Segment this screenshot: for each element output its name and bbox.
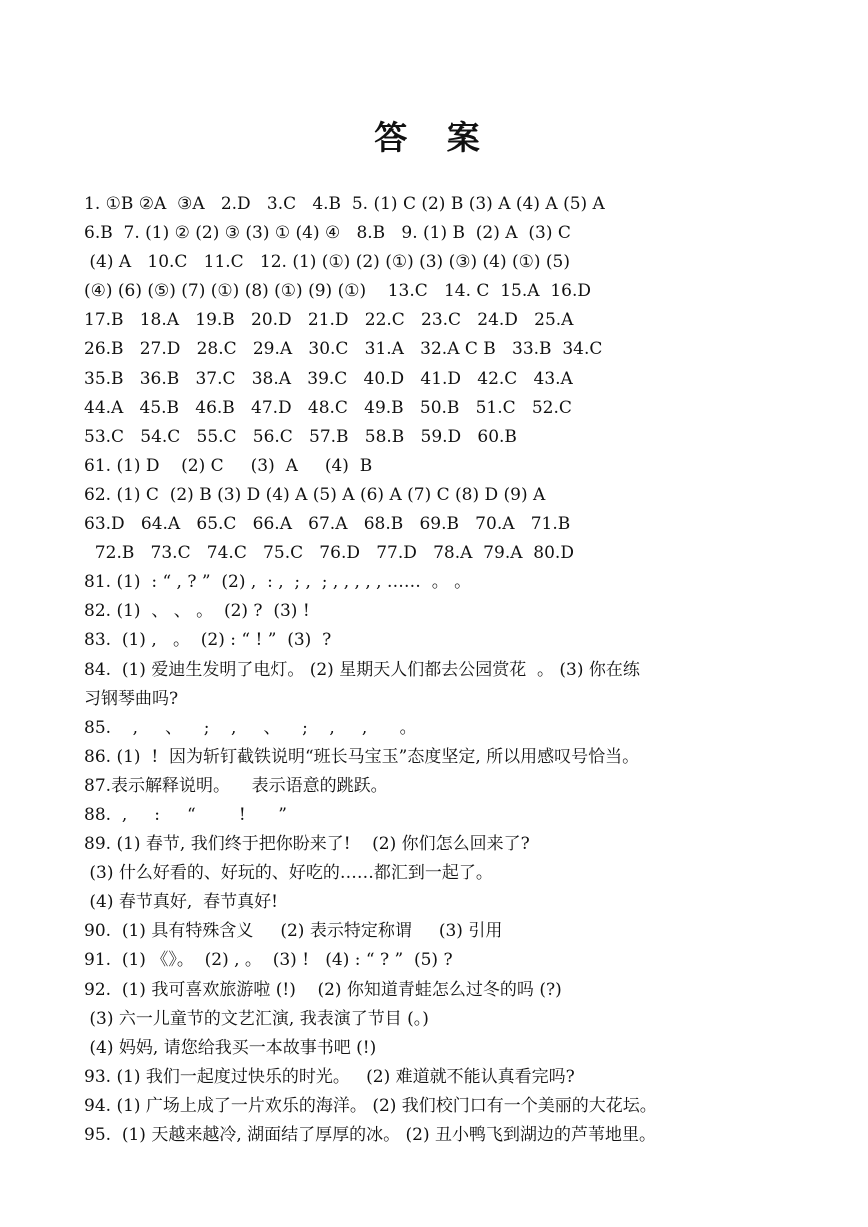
answer-line: (4) 春节真好, 春节真好!	[84, 892, 278, 913]
answer-line: (4) A 10.C 11.C 12. (1) (①) (2) (①) (3) (③) (4) (①) (5)	[84, 252, 570, 273]
answer-lines	[84, 190, 792, 1150]
answer-line: (④) (6) (⑤) (7) (①) (8) (①) (9) (①) 13.C 14. C 15.A 16.D	[84, 281, 591, 302]
answer-line: 94. (1) 广场上成了一片欢乐的海洋。 (2) 我们校门口有一个美丽的大花坛。	[84, 1095, 657, 1116]
answer-line: 63.D 64.A 65.C 66.A 67.A 68.B 69.B 70.A 71.B	[84, 514, 571, 535]
answer-line: 84. (1) 爱迪生发明了电灯。 (2) 星期天人们都去公园赏花 。 (3) 你在练	[84, 659, 640, 680]
answer-line: 93. (1) 我们一起度过快乐的时光。 (2) 难道就不能认真看完吗?	[84, 1066, 575, 1087]
answer-line: 90. (1) 具有特殊含义 (2) 表示特定称谓 (3) 引用	[84, 921, 503, 942]
answer-line: 82. (1) 、 、 。 (2) ? (3) !	[84, 601, 310, 622]
answer-line: 35.B 36.B 37.C 38.A 39.C 40.D 41.D 42.C 43.A	[84, 368, 573, 389]
answer-line: 91. (1) 《》。 (2) , 。 (3) ! (4) : “ ? ” (5) ?	[84, 950, 453, 971]
answer-line: 6.B 7. (1) ② (2) ③ (3) ① (4) ④ 8.B 9. (1) B (2) A (3) C	[84, 223, 571, 244]
answer-line: (3) 什么好看的、好玩的、好吃的……都汇到一起了。	[84, 863, 493, 884]
answer-line: 61. (1) D (2) C (3) A (4) B	[84, 455, 373, 476]
answer-line: (3) 六一儿童节的文艺汇演, 我表演了节目 (。)	[84, 1008, 429, 1029]
answer-line: 72.B 73.C 74.C 75.C 76.D 77.D 78.A 79.A 80.D	[84, 543, 574, 564]
answer-line: (4) 妈妈, 请您给我买一本故事书吧 (!)	[84, 1037, 377, 1058]
answer-line: 85. , 、 ; , 、 ; , , 。	[84, 717, 417, 738]
answer-line: 53.C 54.C 55.C 56.C 57.B 58.B 59.D 60.B	[84, 426, 517, 447]
answer-line: 62. (1) C (2) B (3) D (4) A (5) A (6) A (7) C (8) D (9) A	[84, 484, 546, 505]
answer-line: 83. (1) , 。 (2) : “ ! ” (3) ?	[84, 630, 332, 651]
answer-line: 44.A 45.B 46.B 47.D 48.C 49.B 50.B 51.C 52.C	[84, 397, 572, 418]
answer-line: 17.B 18.A 19.B 20.D 21.D 22.C 23.C 24.D 25.A	[84, 310, 574, 331]
answer-line: 88. , : “ ! ”	[84, 804, 287, 825]
answer-line: 81. (1) : “ , ? ” (2) , : , ; , ; , , , , , …… 。 。	[84, 572, 472, 593]
answer-line: 95. (1) 天越来越冷, 湖面结了厚厚的冰。 (2) 丑小鸭飞到湖边的芦苇地里。	[84, 1125, 657, 1145]
answer-line: 86. (1) ! 因为斩钉截铁说明“班长马宝玉”态度坚定, 所以用感叹号恰当。	[84, 746, 640, 767]
answer-line: 习钢琴曲吗?	[84, 688, 179, 709]
answer-line: 92. (1) 我可喜欢旅游啦 (!) (2) 你知道青蛙怎么过冬的吗 (?)	[84, 979, 562, 1000]
answer-line: 1. ①B ②A ③A 2.D 3.C 4.B 5. (1) C (2) B (3) A (4) A (5) A	[84, 194, 605, 214]
answer-line: 87.表示解释说明。 表示语意的跳跃。	[84, 775, 388, 796]
answer-line: 26.B 27.D 28.C 29.A 30.C 31.A 32.A C B 33.B 34.C	[84, 339, 603, 360]
answer-line: 89. (1) 春节, 我们终于把你盼来了! (2) 你们怎么回来了?	[84, 834, 530, 855]
page-title: 答 案	[374, 118, 494, 157]
